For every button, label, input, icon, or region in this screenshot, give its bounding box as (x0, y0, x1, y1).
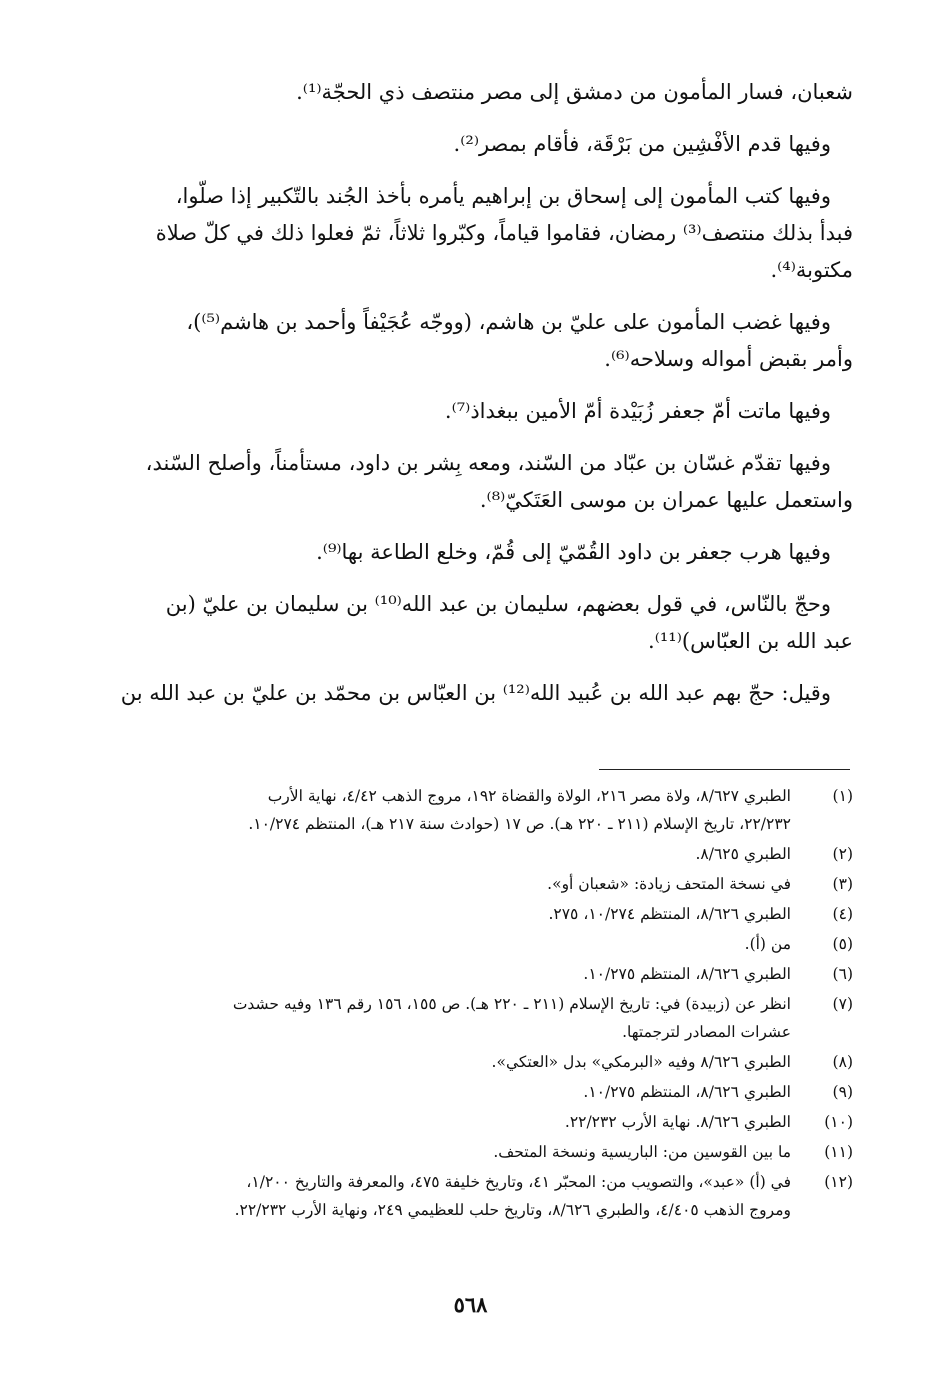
footnote-8 (44, 1048, 853, 1076)
footnote-text (44, 930, 791, 958)
text-line: عبد الله بن العبّاس)⁽¹¹⁾. (648, 629, 853, 653)
footnote-5 (44, 930, 853, 958)
text-line: وفيها قدم الأفْشِين من بَرْقَة، فأقام بمصر⁽²⁾. (453, 132, 831, 156)
footnote-text (44, 782, 791, 838)
footnote-1 (44, 782, 853, 838)
footnote-line: انظر عن (زبيدة) في: تاريخ الإسلام (٢١١ ـ ٢٢٠ هـ). ص ١٥٥، ١٥٦ رقم ١٣٦ وفيه حشدت (232, 995, 791, 1013)
text-line: شعبان، فسار المأمون من دمشق إلى مصر منتصف ذي الحجّة⁽¹⁾. (296, 80, 853, 104)
paragraph-5 (44, 393, 853, 430)
footnote-line: عشرات المصادر لترجمتها. (622, 1023, 791, 1041)
footnote-text (44, 1168, 791, 1224)
footnote-number: (٦) (832, 965, 853, 983)
footnote-line: ما بين القوسين من: الباريسية ونسخة المتحف. (493, 1143, 791, 1161)
footnote-text (44, 990, 791, 1046)
footnote-line: ومروج الذهب ٤/٤٠٥، والطبري ٨/٦٢٦، وتاريخ حلب للعظيمي ٢٤٩، ونهاية الأرب ٢٢/٢٣٢. (234, 1201, 791, 1219)
footnote-11 (44, 1138, 853, 1166)
footnote-line: الطبري ٨/٦٢٦. نهاية الأرب ٢٢/٢٣٢. (564, 1113, 791, 1131)
footnote-10 (44, 1108, 853, 1136)
footnote-text (44, 870, 791, 898)
footnote-line: ٢٢/٢٣٢، تاريخ الإسلام (٢١١ ـ ٢٢٠ هـ). ص ١٧ (حوادث سنة ٢١٧ هـ)، المنتظم ١٠/٢٧٤. (248, 815, 791, 833)
paragraph-7 (44, 534, 853, 571)
footnote-number: (٢) (832, 845, 853, 863)
footnote-line: الطبري ٨/٦٢٥. (695, 845, 791, 863)
paragraph-6 (44, 445, 853, 519)
footnote-7 (44, 990, 853, 1046)
text-line: وفيها تقدّم غسّان بن عبّاد من السّند، ومعه بِشر بن داود، مستأمناً، وأصلح السّند، (145, 451, 831, 475)
page-number: ٥٦٨ (453, 1292, 488, 1317)
footnote-number: (٤) (832, 905, 853, 923)
text-line: وفيها غضب المأمون على عليّ بن هاشم، (ووجّه عُجَيْفاً وأحمد بن هاشم⁽⁵⁾)، (186, 310, 831, 334)
footnote-2 (44, 840, 853, 868)
footnote-4 (44, 900, 853, 928)
footnote-text (44, 1078, 791, 1106)
paragraph-4 (44, 304, 853, 378)
footnote-text (44, 960, 791, 988)
footnote-3 (44, 870, 853, 898)
text-line: وأمر بقبض أمواله وسلاحه⁽⁶⁾. (604, 347, 853, 371)
footnote-text (44, 1108, 791, 1136)
footnote-number: (١١) (824, 1143, 853, 1161)
text-line: واستعمل عليها عمران بن موسى العَتَكيّ⁽⁸⁾. (479, 488, 853, 512)
footnote-line: الطبري ٨/٦٢٦، المنتظم ١٠/٢٧٤، ٢٧٥. (548, 905, 791, 923)
main-text (44, 74, 853, 727)
footnote-line: الطبري ٨/٦٢٦، المنتظم ١٠/٢٧٥. (583, 1083, 791, 1101)
footnote-line: الطبري ٨/٦٢٧، ولاة مصر ٢١٦، الولاة والقضاة ١٩٢، مروج الذهب ٤/٤٢، نهاية الأرب (267, 787, 791, 805)
paragraph-8 (44, 586, 853, 660)
paragraph-3 (44, 178, 853, 289)
text-line: وفيها كتب المأمون إلى إسحاق بن إبراهيم يأمره بأخذ الجُند بالتّكبير إذا صلّوا، (175, 184, 831, 208)
footnote-9 (44, 1078, 853, 1106)
paragraph-1 (44, 74, 853, 111)
footnote-line: من (أ). (744, 935, 791, 953)
paragraph-2 (44, 126, 853, 163)
footnote-number: (٩) (832, 1083, 853, 1101)
footnote-text (44, 1048, 791, 1076)
footnote-line: الطبري ٨/٦٢٦ وفيه «البرمكي» بدل «العتكي». (491, 1053, 791, 1071)
footnote-text (44, 1138, 791, 1166)
footnote-number: (١٢) (824, 1173, 853, 1191)
text-line: وفيها هرب جعفر بن داود القُمّيّ إلى قُمّ، وخلع الطاعة بها⁽⁹⁾. (316, 540, 831, 564)
text-line: فبدأ بذلك منتصف⁽³⁾ رمضان، فقاموا قياماً، وكبّروا ثلاثاً، ثمّ فعلوا ذلك في كلّ صلاة (155, 221, 853, 245)
footnote-line: في نسخة المتحف زيادة: «شعبان أو». (547, 875, 791, 893)
text-line: وقيل: حجّ بهم عبد الله بن عُبيد الله⁽¹²⁾ بن العبّاس بن محمّد بن عليّ بن عبد الله بن (120, 681, 831, 705)
footnote-text (44, 840, 791, 868)
footnote-12 (44, 1168, 853, 1224)
footnote-number: (٣) (832, 875, 853, 893)
text-line: وحجّ بالنّاس، في قول بعضهم، سليمان بن عبد الله⁽¹⁰⁾ بن سليمان بن عليّ (بن (165, 592, 831, 616)
footnotes (44, 782, 853, 1226)
footnote-number: (٧) (832, 995, 853, 1013)
footnote-6 (44, 960, 853, 988)
text-line: مكتوبة⁽⁴⁾. (770, 258, 853, 282)
footnote-line: الطبري ٨/٦٢٦، المنتظم ١٠/٢٧٥. (583, 965, 791, 983)
footnote-number: (١٠) (824, 1113, 853, 1131)
footnote-number: (٨) (832, 1053, 853, 1071)
footnote-text (44, 900, 791, 928)
footnote-number: (٥) (832, 935, 853, 953)
text-line: وفيها ماتت أمّ جعفر زُبَيْدة أمّ الأمين ببغداذ⁽⁷⁾. (444, 399, 831, 423)
footnote-number: (١) (832, 787, 853, 805)
footnote-line: في (أ) «عبد»، والتصويب من: المحبّر ٤١، وتاريخ خليفة ٤٧٥، والمعرفة والتاريخ ١/٢٠٠، (246, 1173, 791, 1191)
paragraph-9 (44, 675, 853, 712)
footnote-divider (599, 769, 850, 770)
